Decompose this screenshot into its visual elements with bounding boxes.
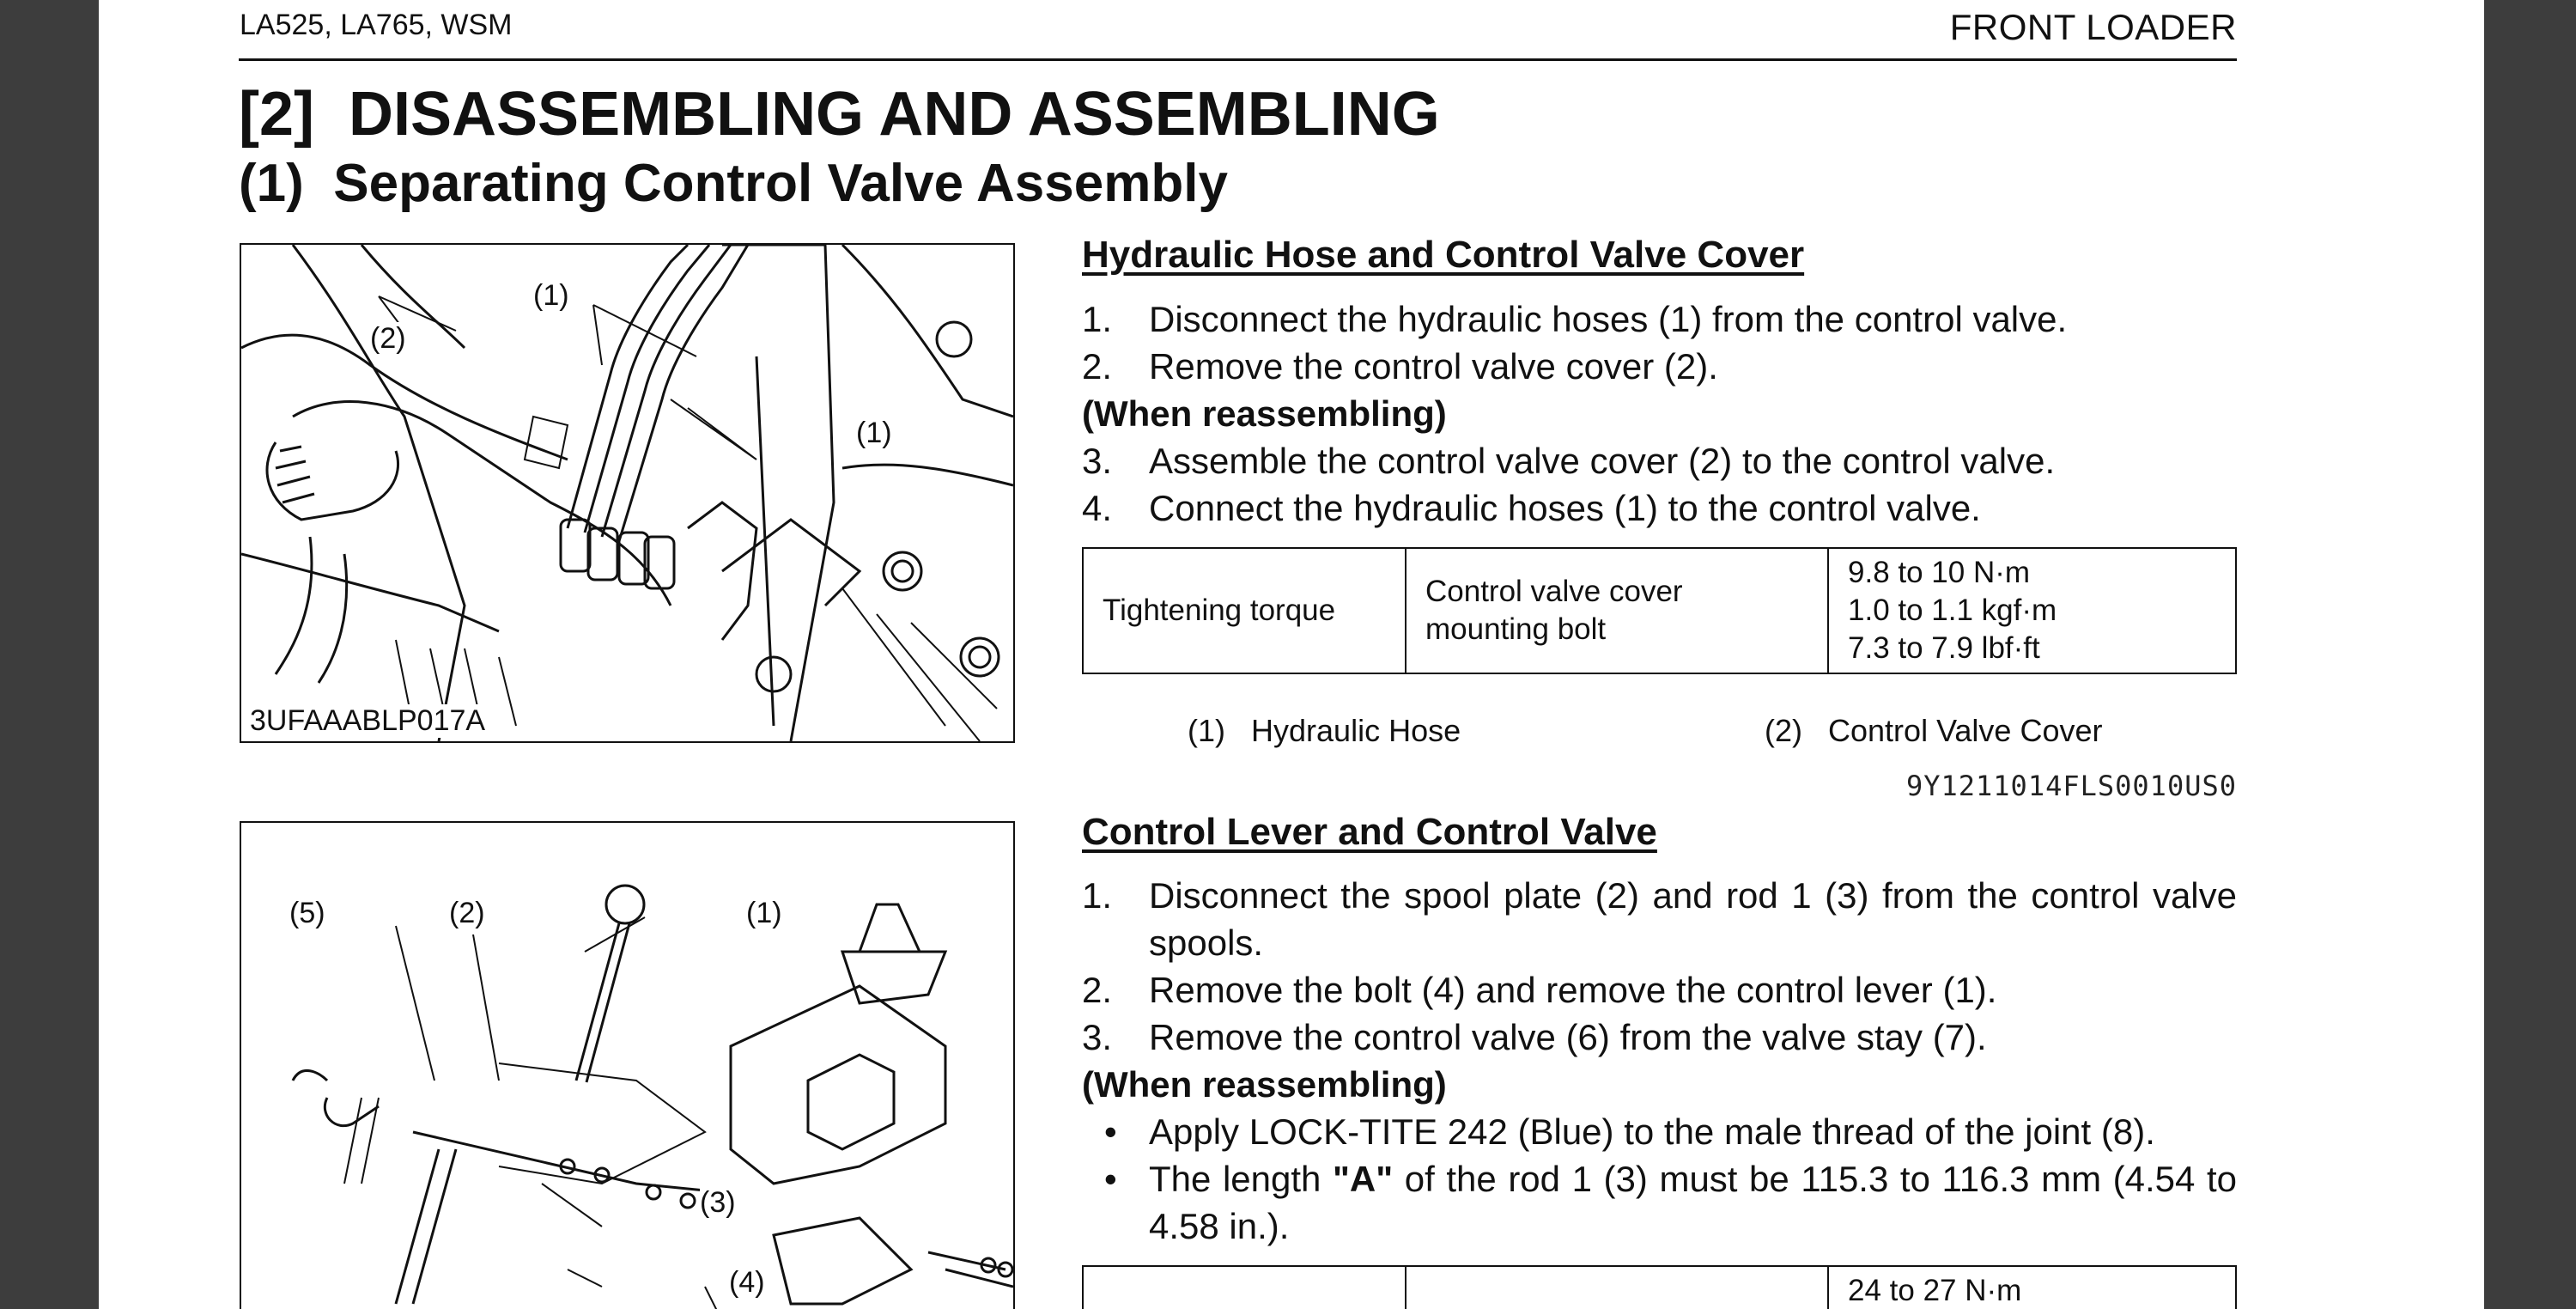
step-text: Remove the control valve (6) from the valve stay (7). [1149,1017,1987,1057]
bullet-text: Apply LOCK-TITE 242 (Blue) to the male thread of the joint (8). [1149,1111,2155,1152]
torque-item [1406,548,1828,673]
section2-when-reassembling: (When reassembling) [1082,1064,1447,1105]
header-rule [239,58,2237,61]
legend-number: (1) [1188,713,1225,748]
bullet-icon: • [1104,1111,1117,1152]
section1-step [1082,437,2237,484]
torque-values [1828,548,2236,673]
section1-step [1082,484,2237,532]
torque-values [1828,1266,2236,1309]
torque-item-line: mounting bolt [1425,612,1607,646]
table-row [1083,548,2236,673]
figure1-callout-1: (1) [533,279,569,312]
section2-bullet [1082,1108,2237,1155]
bullet-text: of the rod 1 (3) must be 115.3 to 116.3 mm (4.54 to 4.58 in.). [1149,1159,2237,1246]
torque-value: 24 to 27 N·m [1848,1274,2022,1307]
section2-bullet [1082,1155,2237,1250]
section1-torque-table [1082,547,2237,674]
section1-step [1082,343,2237,390]
torque-label: Tightening torque [1083,548,1406,673]
step-number: 1. [1082,299,1113,339]
torque-value: 1.0 to 1.1 kgf·m [1848,594,2057,627]
legend-item [1765,713,2102,749]
step-text: Connect the hydraulic hoses (1) to the control valve. [1149,488,1981,528]
step-number: 3. [1082,1017,1113,1057]
torque-value: 9.8 to 10 N·m [1848,556,2031,589]
figure2-callout-1: (1) [746,897,782,929]
torque-item-line: Control valve cover [1425,575,1683,608]
viewer-right-margin [2484,0,2576,1309]
header-models: LA525, LA765, WSM [240,9,513,41]
figure-hydraulic-hoses [240,243,1015,743]
figure2-callout-3: (3) [700,1186,736,1219]
header-chapter: FRONT LOADER [1949,7,2237,47]
step-text: Disconnect the hydraulic hoses (1) from the control valve. [1149,299,2068,339]
figure2-callout-4: (4) [729,1266,765,1299]
section2-torque-table [1082,1265,2237,1309]
section-heading-title: DISASSEMBLING AND ASSEMBLING [349,80,1440,149]
figure1-callout-3: (1) [856,417,892,449]
section1-step [1082,295,2237,343]
figure2-callout-2: (2) [449,897,485,929]
bullet-emphasis: "A" [1332,1159,1394,1199]
section1-steps [1082,295,2237,532]
document-page [99,0,2484,1309]
step-number: 3. [1082,441,1113,481]
legend-number: (2) [1765,713,1802,748]
step-text: Remove the control valve cover (2). [1149,346,1718,387]
subsection-heading [239,153,1228,214]
step-number: 4. [1082,488,1113,528]
figure1-callout-2: (2) [370,322,406,355]
torque-label [1083,1266,1406,1309]
section1-title: Hydraulic Hose and Control Valve Cover [1082,234,1805,276]
table-row [1083,1266,2236,1309]
torque-item [1406,1266,1828,1309]
section2-step [1082,872,2237,966]
legend-label: Hydraulic Hose [1251,713,1461,748]
step-text: Remove the bolt (4) and remove the control lever (1). [1149,970,1997,1010]
section-heading [239,79,1440,149]
section2-steps [1082,872,2237,1250]
hydraulic-hose-illustration [241,245,1013,741]
document-id: 9Y1211014FLS0010US0 [1905,770,2237,802]
step-number: 2. [1082,970,1113,1010]
figure1-code: 3UFAAABLP017A [250,704,490,738]
legend-item [1188,713,1461,749]
bullet-icon: • [1104,1159,1117,1199]
torque-value: 7.3 to 7.9 lbf·ft [1848,631,2040,665]
step-number: 1. [1082,875,1113,916]
section2-title: Control Lever and Control Valve [1082,811,1657,853]
section2-step [1082,1014,2237,1061]
section-heading-number: [2] [239,80,314,149]
step-number: 2. [1082,346,1113,387]
step-text: Assemble the control valve cover (2) to the control valve. [1149,441,2056,481]
figure-control-lever [240,821,1015,1309]
bullet-text: The length [1149,1159,1333,1199]
section2-step [1082,966,2237,1014]
legend-label: Control Valve Cover [1828,713,2103,748]
viewer-left-margin [0,0,99,1309]
control-lever-illustration [241,823,1013,1309]
step-text: Disconnect the spool plate (2) and rod 1 (3) from the control valve spools. [1149,875,2237,963]
figure2-callout-5: (5) [289,897,325,929]
subsection-heading-title: Separating Control Valve Assembly [333,154,1228,213]
section1-when-reassembling: (When reassembling) [1082,393,1447,434]
subsection-heading-number: (1) [239,154,304,213]
